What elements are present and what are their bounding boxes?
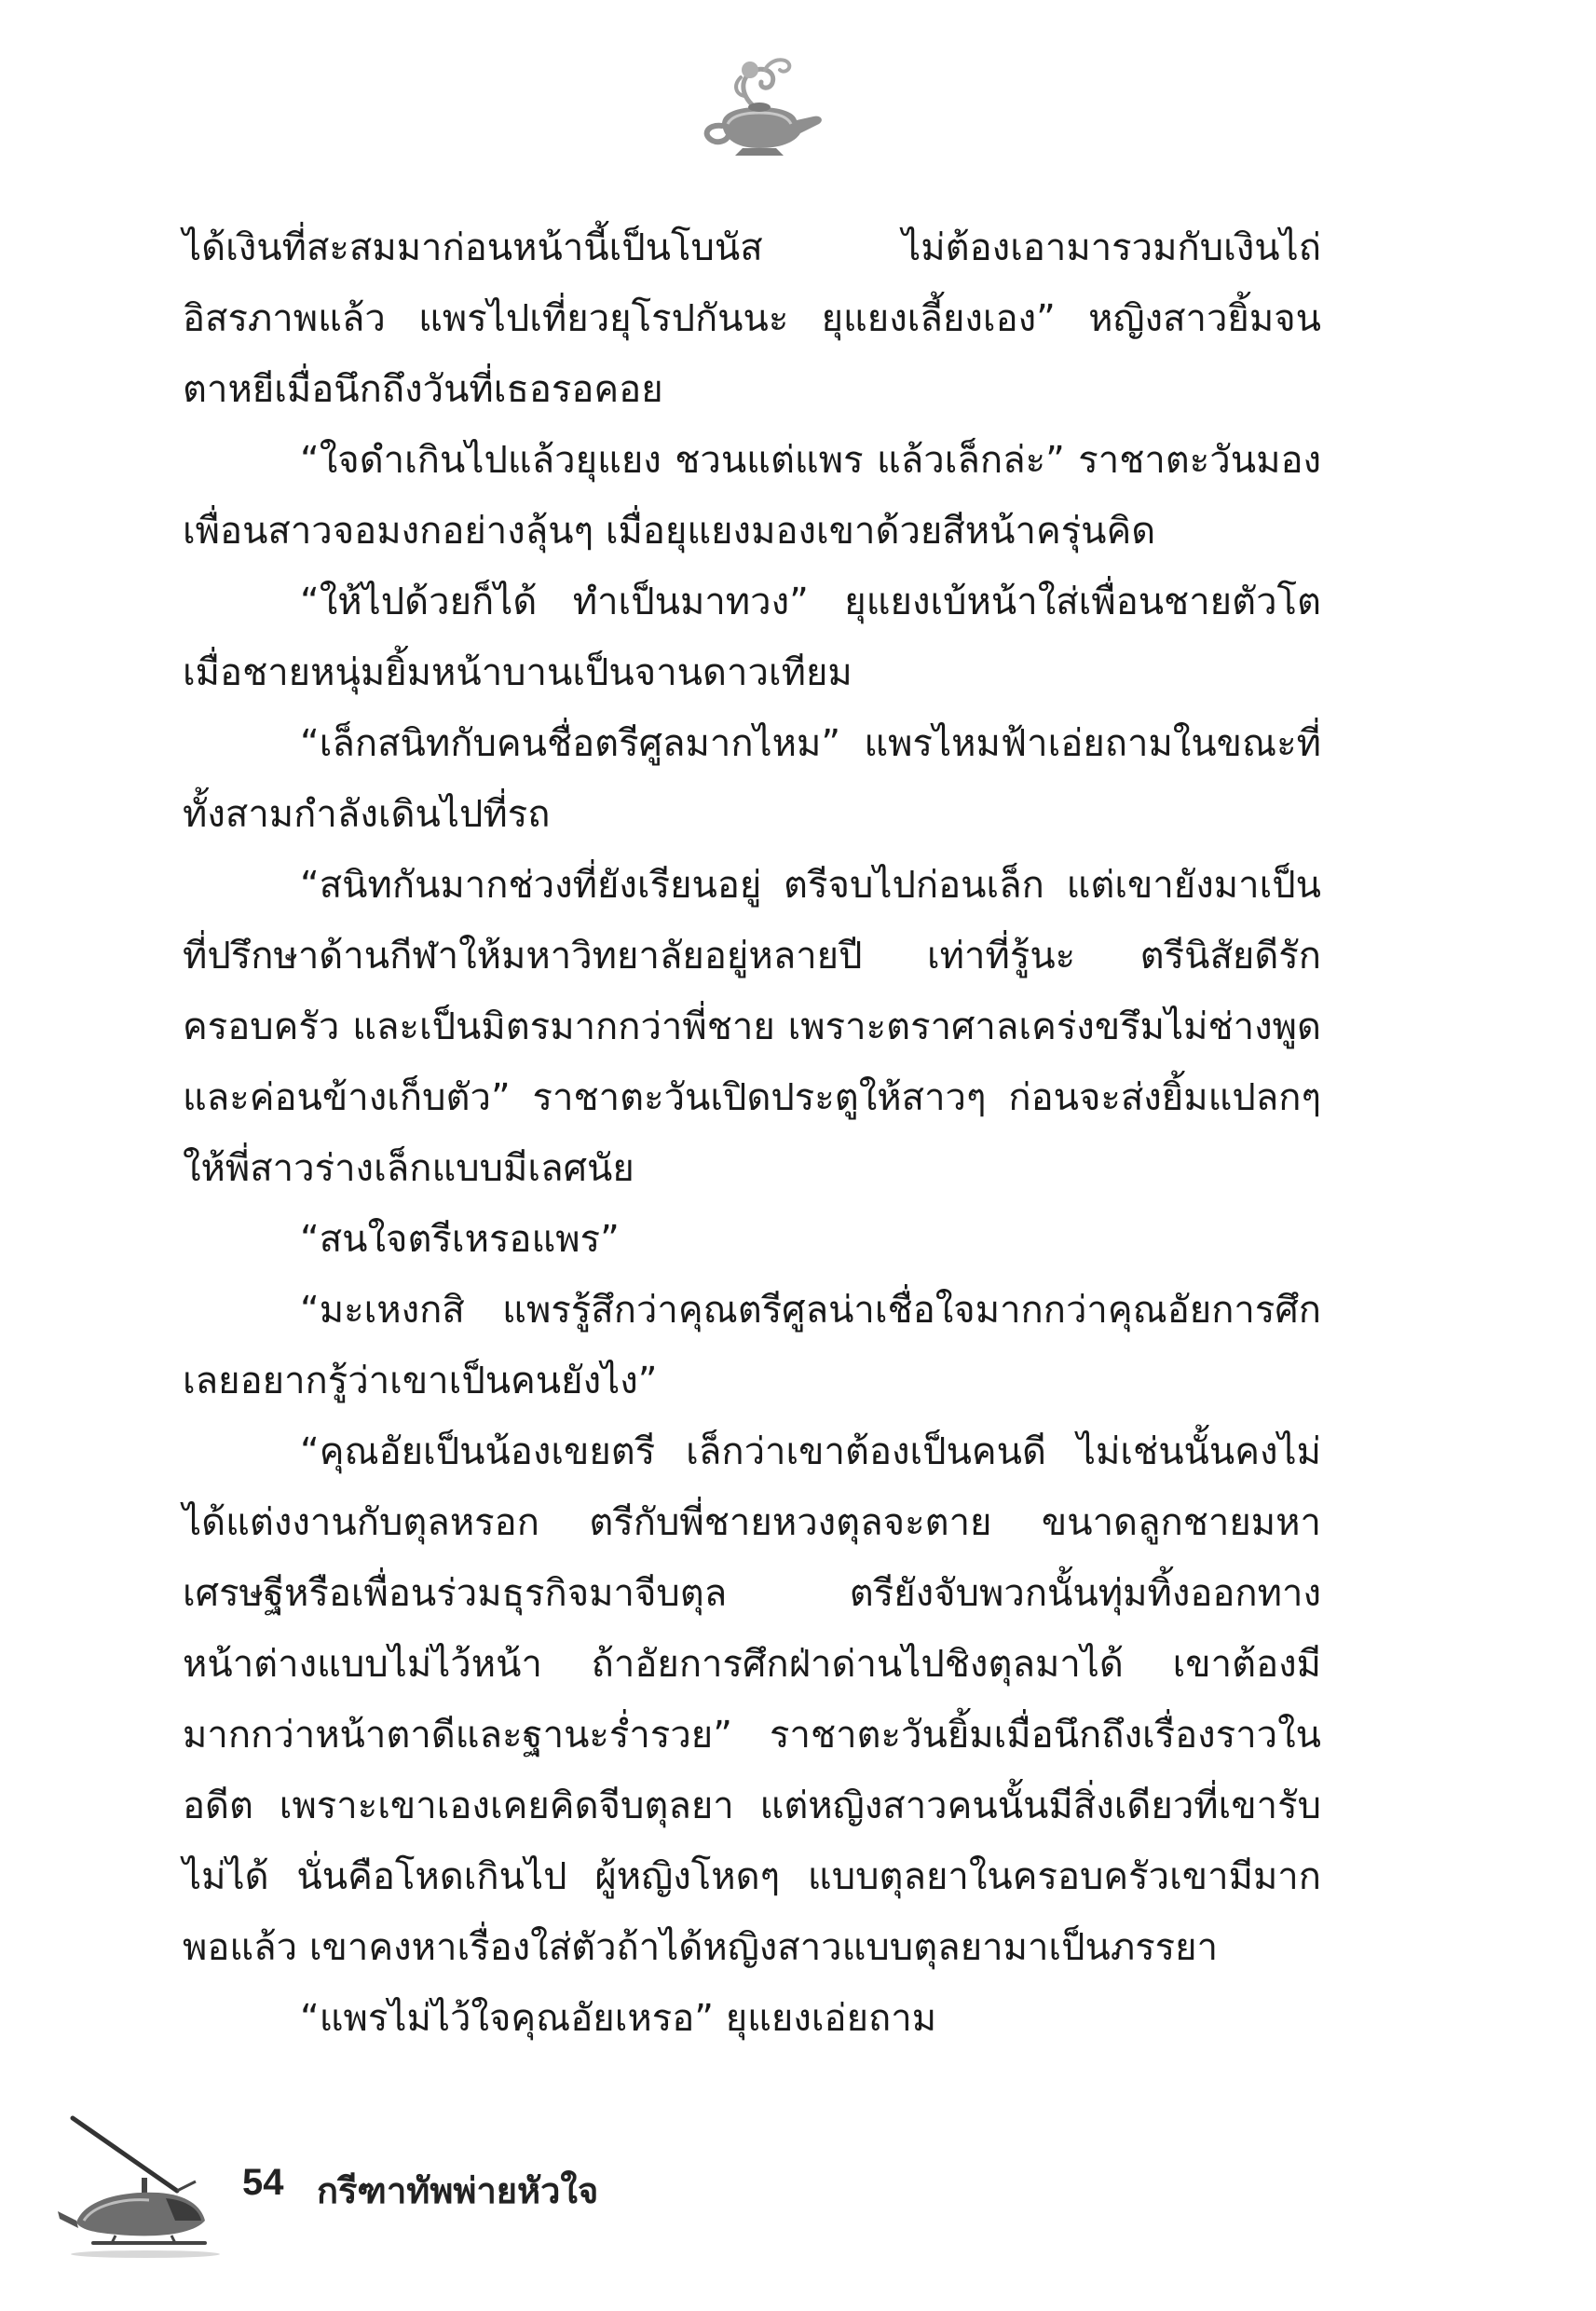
paragraph: “คุณอัยเป็นน้องเขยตรี เล็กว่าเขาต้องเป็นคนดี ไม่เช่นนั้นคงไม่ได้แต่งงานกับตุลหรอก ตรีกับพี่ชายหวงตุลจะตาย ขนาดลูกชายมหาเศรษฐีหรือเพื่อนร่วมธุรกิจมาจีบตุล ตรียังจับพวกนั้นทุ่มทิ้งออกทางหน้าต่างแบบไม่ไว้หน้า ถ้าอัยการศึกฝ่าด่านไปชิงตุลมาได้ เขาต้องมีมากกว่าหน้าตาดีและฐานะร่ำรวย” ราชาตะวันยิ้มเมื่อนึกถึงเรื่องราวในอดีต เพราะเขาเองเคยคิดจีบตุลยา แต่หญิงสาวคนนั้นมีสิ่งเดียวที่เขารับไม่ได้ นั่นคือโหดเกินไป ผู้หญิงโหดๆ แบบตุลยาในครอบครัวเขามีมากพอแล้ว เขาคงหาเรื่องใส่ตัวถ้าได้หญิงสาวแบบตุลยามาเป็นภรรยา — [183, 1430, 1321, 1969]
magic-lamp-icon — [685, 51, 834, 163]
body-text — [183, 212, 1321, 2054]
paragraph: “แพรไม่ไว้ใจคุณอัยเหรอ” ยุแยงเอ่ยถาม — [300, 1997, 937, 2040]
book-title: กรีฑาทัพพ่ายหัวใจ — [317, 2170, 599, 2211]
paragraph: “สนิทกันมากช่วงที่ยังเรียนอยู่ ตรีจบไปก่อนเล็ก แต่เขายังมาเป็นที่ปรึกษาด้านกีฬาให้มหาวิทยาลัยอยู่หลายปี เท่าที่รู้นะ ตรีนิสัยดีรักครอบครัว และเป็นมิตรมากกว่าพี่ชาย เพราะตราศาลเคร่งขรึมไม่ช่างพูด และค่อนข้างเก็บตัว” ราชาตะวันเปิดประตูให้สาวๆ ก่อนจะส่งยิ้มแปลกๆ ให้พี่สาวร่างเล็กแบบมีเลศนัย — [183, 864, 1321, 1190]
paragraph: ได้เงินที่สะสมมาก่อนหน้านี้เป็นโบนัส ไม่ต้องเอามารวมกับเงินไถ่อิสรภาพแล้ว แพรไปเที่ยวยุโรปกันนะ ยุแยงเลี้ยงเอง” หญิงสาวยิ้มจนตาหยีเมื่อนึกถึงวันที่เธอรอคอย — [183, 226, 1321, 411]
paragraph: “ใจดำเกินไปแล้วยุแยง ชวนแต่แพร แล้วเล็กล่ะ” ราชาตะวันมองเพื่อนสาวจอมงกอย่างลุ้นๆ เมื่อยุแยงมองเขาด้วยสีหน้าครุ่นคิด — [183, 439, 1321, 553]
paragraph: “มะเหงกสิ แพรรู้สึกว่าคุณตรีศูลน่าเชื่อใจมากกว่าคุณอัยการศึกเลยอยากรู้ว่าเขาเป็นคนยังไง” — [183, 1289, 1321, 1402]
page-footer — [56, 2101, 894, 2260]
page-number: 54 — [242, 2162, 284, 2203]
paragraph: “ให้ไปด้วยก็ได้ ทำเป็นมาทวง” ยุแยงเบ้หน้าใส่เพื่อนชายตัวโตเมื่อชายหนุ่มยิ้มหน้าบานเป็นจานดาวเทียม — [183, 581, 1321, 694]
helicopter-icon — [56, 2101, 242, 2260]
paragraph: “สนใจตรีเหรอแพร” — [300, 1218, 620, 1261]
paragraph: “เล็กสนิทกับคนชื่อตรีศูลมากไหม” แพรไหมฟ้าเอ่ยถามในขณะที่ทั้งสามกำลังเดินไปที่รถ — [183, 722, 1321, 836]
